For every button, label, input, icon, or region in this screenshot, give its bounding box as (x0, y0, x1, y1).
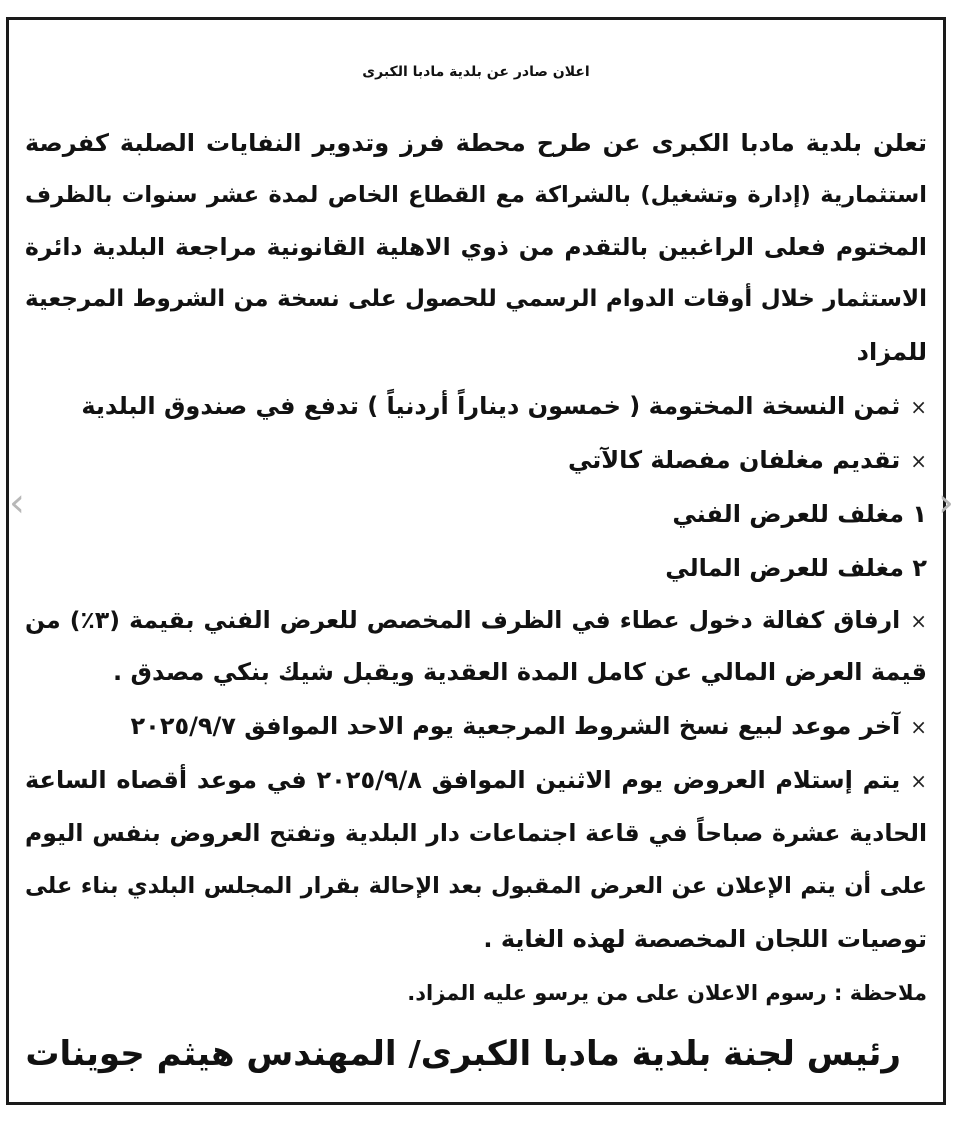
announcement-frame (6, 17, 946, 1105)
bullet-icon: × (910, 609, 927, 633)
list-item-deadline (131, 706, 927, 747)
bullet-icon: × (910, 449, 927, 473)
paragraph-line-1: تعلن بلدية مادبا الكبرى عن طرح محطة فرز وتدوير النفايات الصلبة كفرصة (25, 129, 927, 157)
signature: رئيس لجنة بلدية مادبا الكبرى/ المهندس هيثم جوينات (25, 1034, 901, 1074)
list-item-text: يتم إستلام العروض يوم الاثنين الموافق ٢٠٢٥/٩/٨ في موعد أقصاه الساعة (25, 766, 901, 794)
bullet-icon: × (910, 715, 927, 739)
bullet-icon: × (910, 769, 927, 793)
list-item-receipt-line-4: توصيات اللجان المخصصة لهذه الغاية . (483, 925, 927, 953)
list-item-receipt-line-2: الحادية عشرة صباحاً في قاعة اجتماعات دار البلدية وتفتح العروض بنفس اليوم (25, 819, 927, 847)
paragraph-line-2: استثمارية (إدارة وتشغيل) بالشراكة مع القطاع الخاص لمدة عشر سنوات بالظرف (25, 182, 927, 208)
list-item-guarantee-continued: قيمة العرض المالي عن كامل المدة العقدية ويقبل شيك بنكي مصدق . (113, 658, 927, 686)
chevron-right-icon[interactable]: › (938, 480, 954, 526)
announcement-title: اعلان صادر عن بلدية مادبا الكبرى (362, 64, 590, 80)
list-item-text: ارفاق كفالة دخول عطاء في الظرف المخصص للعرض الفني بقيمة (٣٪) من (25, 606, 901, 634)
list-item-envelopes (568, 440, 927, 481)
list-item-text: آخر موعد لبيع نسخ الشروط المرجعية يوم الاحد الموافق ٢٠٢٥/٩/٧ (130, 712, 901, 740)
list-item-text: تقديم مغلفان مفصلة كالآتي (567, 446, 901, 474)
list-item-text: ثمن النسخة المختومة ( خمسون ديناراً أردنياً ) تدفع في صندوق البلدية (81, 392, 901, 420)
list-item-receipt (25, 760, 927, 801)
list-item-receipt-line-3: على أن يتم الإعلان عن العرض المقبول بعد الإحالة بقرار المجلس البلدي بناء على (25, 873, 927, 899)
paragraph-line-3: المختوم فعلى الراغبين بالتقدم من ذوي الاهلية القانونية مراجعة البلدية دائرة (25, 233, 927, 261)
paragraph-line-4: الاستثمار خلال أوقات الدوام الرسمي للحصول على نسخة من الشروط المرجعية (25, 286, 927, 312)
list-item-guarantee (25, 600, 927, 641)
paragraph-line-5: للمزاد (856, 338, 927, 366)
list-item-copy-price (81, 386, 927, 427)
announcement-note: ملاحظة : رسوم الاعلان على من يرسو عليه المزاد. (407, 981, 927, 1005)
list-item-envelope-financial: ٢ مغلف للعرض المالي (665, 554, 927, 582)
bullet-icon: × (910, 395, 927, 419)
list-item-envelope-technical: ١ مغلف للعرض الفني (672, 500, 927, 528)
chevron-left-icon[interactable]: ‹ (9, 480, 25, 526)
